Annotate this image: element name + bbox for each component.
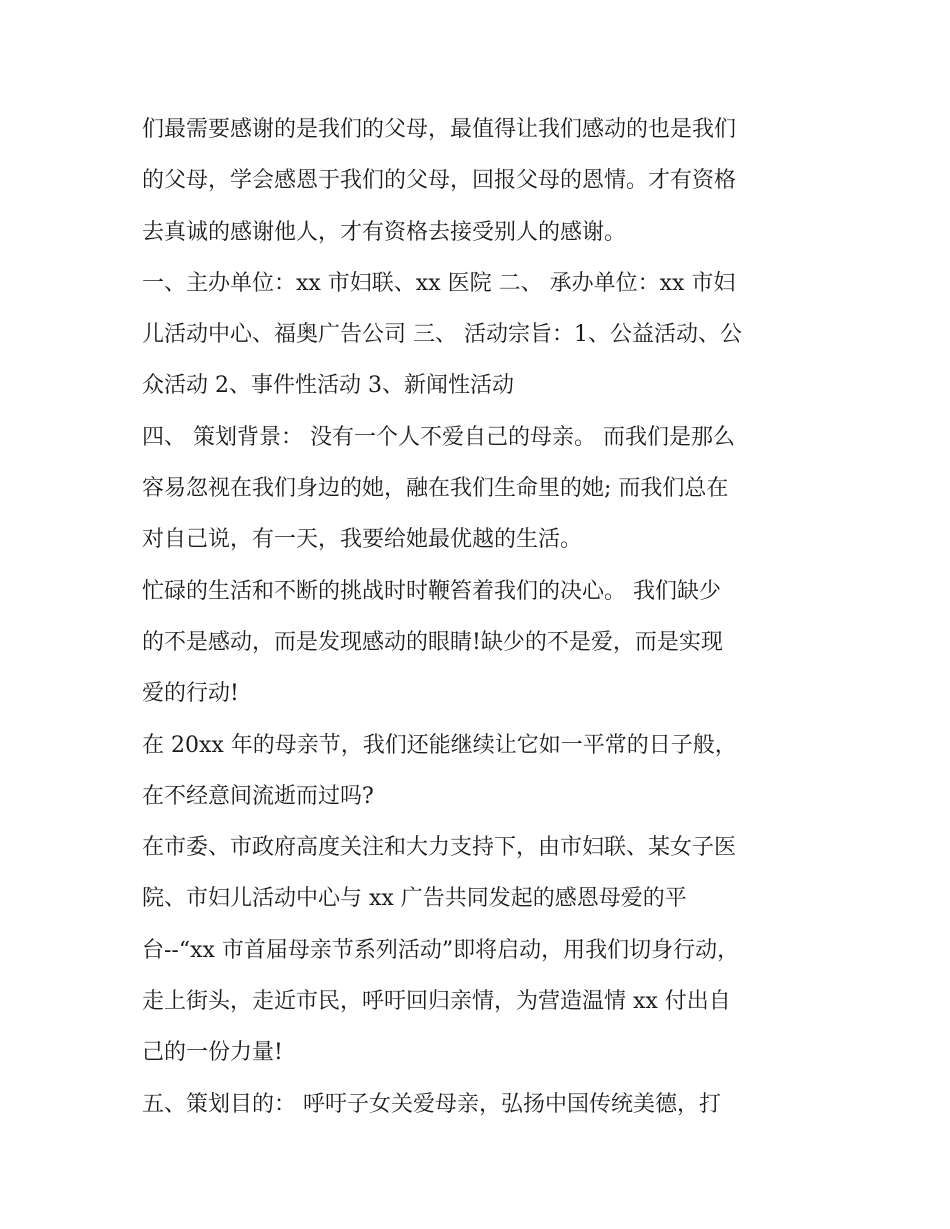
text-line: 爱的行动! (142, 681, 239, 707)
text-line: 容易忽视在我们身边的她，融在我们生命里的她; 而我们总在 (142, 476, 729, 502)
text-line: 四、 策划背景： 没有一个人不爱自己的母亲。 而我们是那么 (142, 424, 735, 450)
text-line: 己的一份力量! (142, 1040, 283, 1066)
text-line: 一、主办单位：xx 市妇联、xx 医院 二、 承办单位：xx 市妇 (142, 270, 736, 296)
text-line: 的父母，学会感恩于我们的父母，回报父母的恩情。才有资格 (142, 168, 737, 194)
text-line: 在市委、市政府高度关注和大力支持下，由市妇联、某女子医 (142, 835, 737, 861)
text-line: 忙碌的生活和不断的挑战时时鞭笞着我们的决心。 我们缺少 (142, 578, 721, 604)
text-line: 对自己说，有一天，我要给她最优越的生活。 (142, 527, 583, 553)
document-body (142, 104, 822, 1130)
text-line: 在不经意间流逝而过吗? (142, 783, 374, 809)
text-line: 台--“xx 市首届母亲节系列活动”即将启动，用我们切身行动， (142, 937, 740, 963)
text-line: 众活动 2、事件性活动 3、新闻性活动 (142, 373, 514, 399)
text-line: 走上街头，走近市民，呼吁回归亲情，为营造温情 xx 付出自 (142, 989, 731, 1015)
text-line: 院、市妇儿活动中心与 xx 广告共同发起的感恩母爱的平 (142, 886, 687, 912)
text-line: 在 20xx 年的母亲节，我们还能继续让它如一平常的日子般， (142, 732, 737, 758)
text-line: 去真诚的感谢他人，才有资格去接受别人的感谢。 (142, 219, 627, 245)
text-line: 们最需要感谢的是我们的父母，最值得让我们感动的也是我们 (142, 117, 737, 142)
text-line: 儿活动中心、福奥广告公司 三、 活动宗旨：1、公益活动、公 (142, 322, 742, 348)
text-line: 的不是感动，而是发现感动的眼睛!缺少的不是爱，而是实现 (142, 629, 723, 655)
text-line: 五、策划目的： 呼吁子女关爱母亲，弘扬中国传统美德，打 (142, 1091, 721, 1117)
